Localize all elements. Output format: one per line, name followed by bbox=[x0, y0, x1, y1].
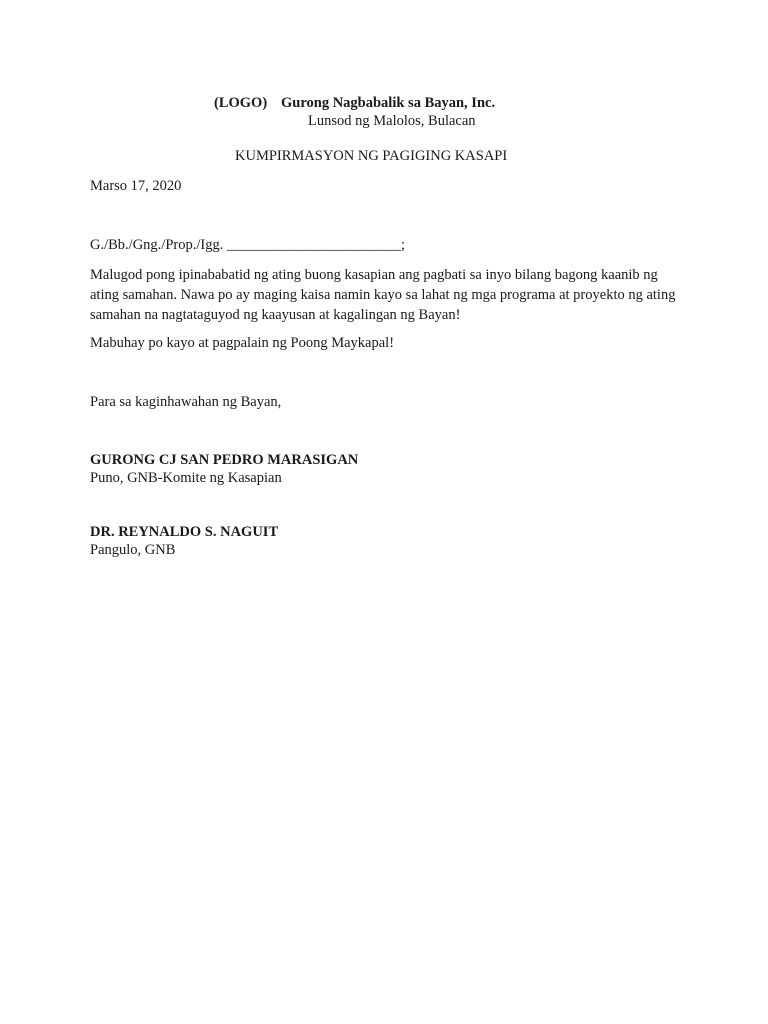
signatory-name: DR. REYNALDO S. NAGUIT bbox=[90, 524, 279, 540]
signatory-title: Pangulo, GNB bbox=[90, 542, 176, 558]
signatory-title: Puno, GNB-Komite ng Kasapian bbox=[90, 470, 282, 486]
closing-line: Para sa kaginhawahan ng Bayan, bbox=[90, 394, 282, 410]
organization-location: Lunsod ng Malolos, Bulacan bbox=[308, 113, 476, 129]
body-paragraph-1: Malugod pong ipinababatid ng ating buong kasapian ang pagbati sa inyo bilang bagong kaanib ng ating samahan. Nawa po ay maging kaisa namin kayo sa lahat ng mga programa at proyekto ng ating samahan na nagtataguyod ng kaayusan at kagalingan ng Bayan! bbox=[90, 267, 676, 323]
logo-placeholder: (LOGO) bbox=[214, 95, 268, 111]
signatory-name: GURONG CJ SAN PEDRO MARASIGAN bbox=[90, 452, 359, 468]
document-date: Marso 17, 2020 bbox=[90, 178, 182, 194]
body-paragraph-2: Mabuhay po kayo at pagpalain ng Poong Maykapal! bbox=[90, 335, 395, 351]
organization-name: Gurong Nagbabalik sa Bayan, Inc. bbox=[281, 95, 496, 111]
salutation: G./Bb./Gng./Prop./Igg. ________________________; bbox=[90, 237, 405, 253]
document-title: KUMPIRMASYON NG PAGIGING KASAPI bbox=[235, 148, 508, 164]
